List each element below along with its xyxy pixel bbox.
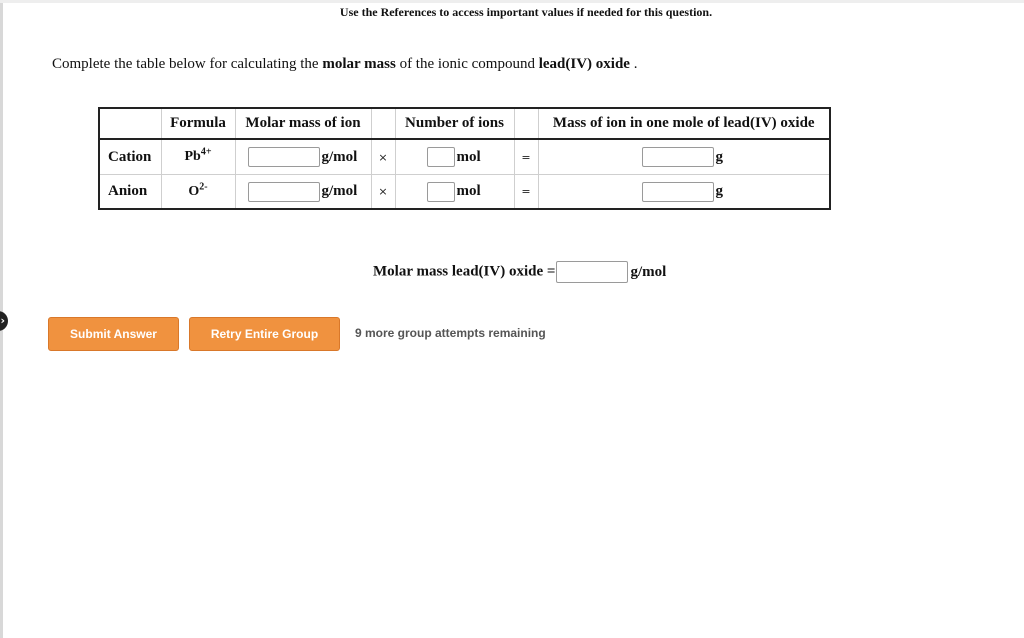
header-number-of-ions: Number of ions	[395, 108, 514, 139]
total-label: Molar mass lead(IV) oxide =	[373, 263, 556, 280]
molar-mass-cell	[235, 175, 371, 210]
retry-group-button[interactable]: Retry Entire Group	[189, 317, 340, 351]
molar-mass-unit: g/mol	[321, 183, 358, 199]
formula-charge: 4+	[200, 146, 212, 158]
total-molar-mass-input[interactable]	[556, 261, 628, 283]
anion-number-input[interactable]	[427, 182, 455, 202]
cation-number-input[interactable]	[427, 147, 455, 167]
molar-mass-unit: g/mol	[321, 148, 358, 165]
row-label: Anion	[99, 175, 161, 210]
header-molar-mass: Molar mass of ion	[235, 108, 371, 139]
number-unit: mol	[456, 148, 481, 165]
formula-base: Pb	[184, 149, 201, 164]
prompt-term: molar mass	[322, 56, 396, 72]
times-sign: ×	[371, 139, 395, 175]
prompt-lead: Complete the table below for calculating the	[52, 56, 323, 72]
side-tab-handle[interactable]: ›	[0, 311, 8, 331]
mass-unit: g	[715, 148, 723, 165]
prompt-middle: of the ionic compound	[395, 56, 539, 72]
question-prompt	[52, 56, 637, 73]
anion-molar-mass-input[interactable]	[248, 182, 320, 202]
references-note: Use the References to access important values if needed for this question.	[339, 5, 713, 19]
molar-mass-cell	[235, 139, 371, 175]
times-sign: ×	[371, 175, 395, 210]
cation-mass-input[interactable]	[642, 147, 714, 167]
table-header-row	[99, 108, 830, 139]
mass-cell	[538, 175, 830, 210]
prompt-end: .	[629, 56, 638, 72]
cation-molar-mass-input[interactable]	[248, 147, 320, 167]
equals-sign: =	[514, 139, 538, 175]
anion-mass-input[interactable]	[642, 182, 714, 202]
number-cell	[395, 175, 514, 210]
row-label: Cation	[99, 139, 161, 175]
formula-cell	[161, 139, 235, 175]
table-row-anion	[99, 175, 830, 210]
top-rule	[0, 0, 1024, 3]
equals-sign: =	[514, 175, 538, 210]
formula-cell	[161, 175, 235, 210]
header-blank-op2	[514, 108, 538, 139]
molar-mass-table	[98, 107, 831, 210]
table-row-cation	[99, 139, 830, 175]
mass-cell	[538, 139, 830, 175]
formula-base: O	[188, 183, 200, 199]
number-unit: mol	[456, 183, 481, 199]
attempts-remaining-text: 9 more group attempts remaining	[355, 326, 546, 340]
header-mass-of-ion: Mass of ion in one mole of lead(IV) oxide	[538, 108, 830, 139]
total-molar-mass-line	[373, 261, 666, 283]
mass-unit: g	[715, 183, 723, 199]
header-blank	[99, 108, 161, 139]
header-blank-op1	[371, 108, 395, 139]
prompt-compound: lead(IV) oxide	[538, 56, 630, 72]
submit-answer-button[interactable]: Submit Answer	[48, 317, 179, 351]
formula-charge: 2-	[199, 180, 208, 192]
total-unit: g/mol	[630, 263, 667, 280]
number-cell	[395, 139, 514, 175]
header-formula: Formula	[161, 108, 235, 139]
